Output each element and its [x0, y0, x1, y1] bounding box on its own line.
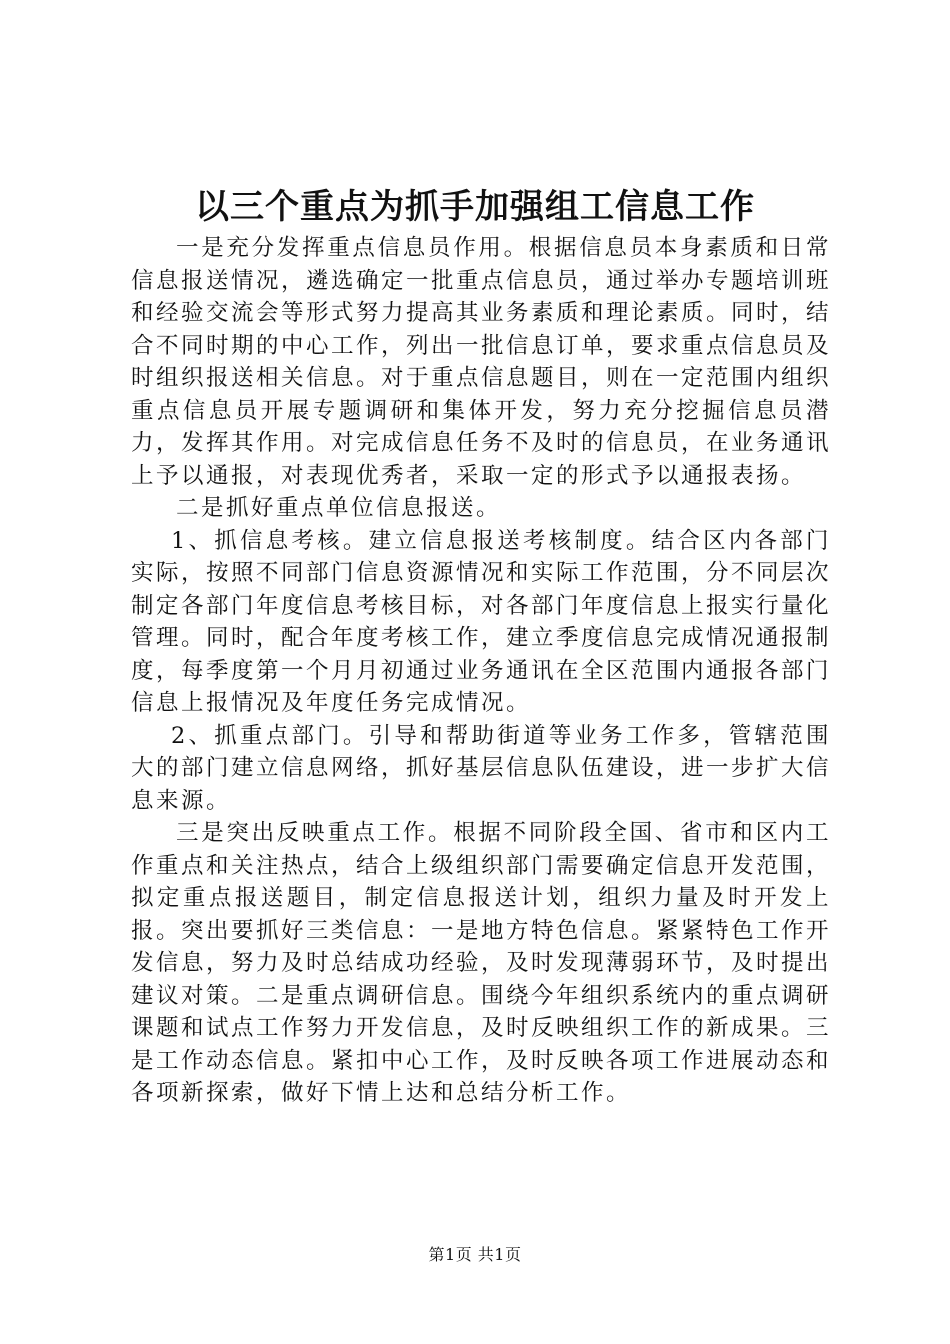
paragraph-5: 三是突出反映重点工作。根据不同阶段全国、省市和区内工作重点和关注热点，结合上级组织部门需要确定信息开发范围，拟定重点报送题目，制定信息报送计划，组织力量及时开发上报。突出要抓好三类信息：一是地方特色信息。紧紧特色工作开发信息，努力及时总结成功经验，及时发现薄弱环节，及时提出建议对策。二是重点调研信息。围绕今年组织系统内的重点调研课题和试点工作努力开发信息，及时反映组织工作的新成果。三是工作动态信息。紧扣中心工作，及时反映各项工作进展动态和各项新探索，做好下情上达和总结分析工作。: [131, 820, 832, 1106]
document-body: [131, 232, 831, 1110]
document-title: 以三个重点为抓手加强组工信息工作: [195, 187, 755, 227]
paragraph-4: 2、抓重点部门。引导和帮助街道等业务工作多，管辖范围大的部门建立信息网络，抓好基层信息队伍建设，进一步扩大信息来源。: [131, 722, 832, 814]
paragraph-3: 1、抓信息考核。建立信息报送考核制度。结合区内各部门实际，按照不同部门信息资源情况和实际工作范围，分不同层次制定各部门年度信息考核目标，对各部门年度信息上报实行量化管理。同时，配合年度考核工作，建立季度信息完成情况通报制度，每季度第一个月月初通过业务通讯在全区范围内通报各部门信息上报情况及年度任务完成情况。: [131, 527, 832, 716]
page-number-footer: 第1页 共1页: [428, 1245, 522, 1264]
paragraph-1: 一是充分发挥重点信息员作用。根据信息员本身素质和日常信息报送情况，遴选确定一批重点信息员，通过举办专题培训班和经验交流会等形式努力提高其业务素质和理论素质。同时，结合不同时期的中心工作，列出一批信息订单，要求重点信息员及时组织报送相关信息。对于重点信息题目，则在一定范围内组织重点信息员开展专题调研和集体开发，努力充分挖掘信息员潜力，发挥其作用。对完成信息任务不及时的信息员，在业务通讯上予以通报，对表现优秀者，采取一定的形式予以通报表扬。: [131, 235, 832, 489]
paragraph-2: 二是抓好重点单位信息报送。: [176, 495, 502, 521]
